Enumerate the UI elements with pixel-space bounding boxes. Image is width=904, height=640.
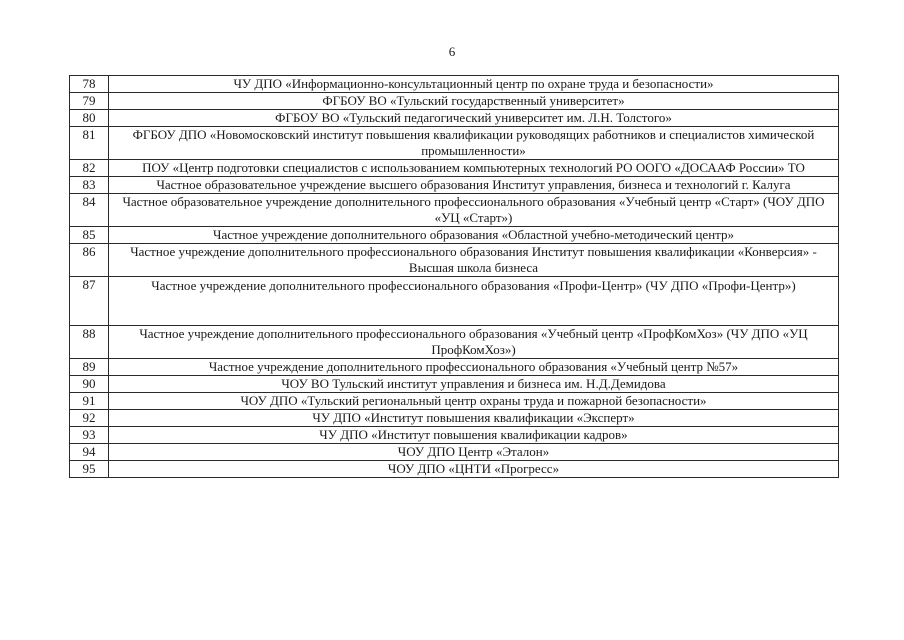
organization-name <box>109 277 839 326</box>
organization-name: ФГБОУ ВО «Тульский государственный университет» <box>109 93 839 110</box>
row-number: 84 <box>70 194 109 227</box>
row-number: 82 <box>70 160 109 177</box>
row-number: 86 <box>70 244 109 277</box>
row-number: 79 <box>70 93 109 110</box>
organization-name: ФГБОУ ДПО «Новомосковский институт повышения квалификации руководящих работников и специалистов химической промышленности» <box>109 127 839 160</box>
organization-name: ЧУ ДПО «Институт повышения квалификации кадров» <box>109 427 839 444</box>
row-number: 80 <box>70 110 109 127</box>
organization-name: ЧУ ДПО «Информационно-консультационный центр по охране труда и безопасности» <box>109 76 839 93</box>
table-row <box>70 194 839 227</box>
table-row <box>70 177 839 194</box>
row-number: 90 <box>70 376 109 393</box>
row-number: 83 <box>70 177 109 194</box>
row-number: 81 <box>70 127 109 160</box>
table-row <box>70 227 839 244</box>
organization-name: ЧОУ ВО Тульский институт управления и бизнеса им. Н.Д.Демидова <box>109 376 839 393</box>
table-row <box>70 393 839 410</box>
organizations-table-body <box>70 76 839 478</box>
table-row <box>70 277 839 326</box>
table-row <box>70 376 839 393</box>
table-row <box>70 76 839 93</box>
row-number: 93 <box>70 427 109 444</box>
organization-name: Частное учреждение дополнительного профессионального образования «Учебный центр «ПрофКомХоз» (ЧУ ДПО «УЦ ПрофКомХоз») <box>109 326 839 359</box>
organization-name: Частное образовательное учреждение высшего образования Институт управления, бизнеса и технологий г. Калуга <box>109 177 839 194</box>
table-row <box>70 427 839 444</box>
organizations-table <box>69 75 839 478</box>
organization-name-text: Частное учреждение дополнительного профессионального образования «Профи-Центр» (ЧУ ДПО «Профи-Центр») <box>151 278 796 293</box>
page-number: 6 <box>448 44 456 59</box>
organization-name: Частное учреждение дополнительного профессионального образования Институт повышения квалификации «Конверсия» - Высшая школа бизнеса <box>109 244 839 277</box>
row-number: 89 <box>70 359 109 376</box>
organization-name: ФГБОУ ВО «Тульский педагогический университет им. Л.Н. Толстого» <box>109 110 839 127</box>
row-number: 92 <box>70 410 109 427</box>
organization-name: Частное образовательное учреждение дополнительного профессионального образования «Учебный центр «Старт» (ЧОУ ДПО «УЦ «Старт») <box>109 194 839 227</box>
row-number: 85 <box>70 227 109 244</box>
organization-name: Частное учреждение дополнительного образования «Областной учебно-методический центр» <box>109 227 839 244</box>
table-row <box>70 326 839 359</box>
row-number: 91 <box>70 393 109 410</box>
table-row <box>70 410 839 427</box>
table-row <box>70 93 839 110</box>
organization-name: Частное учреждение дополнительного профессионального образования «Учебный центр №57» <box>109 359 839 376</box>
table-row <box>70 461 839 478</box>
organization-name: ПОУ «Центр подготовки специалистов с использованием компьютерных технологий РО ООГО «ДОСААФ России» ТО <box>109 160 839 177</box>
table-row <box>70 244 839 277</box>
table-row <box>70 160 839 177</box>
row-number: 95 <box>70 461 109 478</box>
table-row <box>70 444 839 461</box>
organization-name: ЧОУ ДПО Центр «Эталон» <box>109 444 839 461</box>
row-number: 88 <box>70 326 109 359</box>
table-row <box>70 359 839 376</box>
table-row <box>70 110 839 127</box>
table-row <box>70 127 839 160</box>
organization-name: ЧУ ДПО «Институт повышения квалификации «Эксперт» <box>109 410 839 427</box>
row-number: 94 <box>70 444 109 461</box>
organization-name: ЧОУ ДПО «ЦНТИ «Прогресс» <box>109 461 839 478</box>
row-number: 87 <box>70 277 109 326</box>
row-number: 78 <box>70 76 109 93</box>
organization-name: ЧОУ ДПО «Тульский региональный центр охраны труда и пожарной безопасности» <box>109 393 839 410</box>
